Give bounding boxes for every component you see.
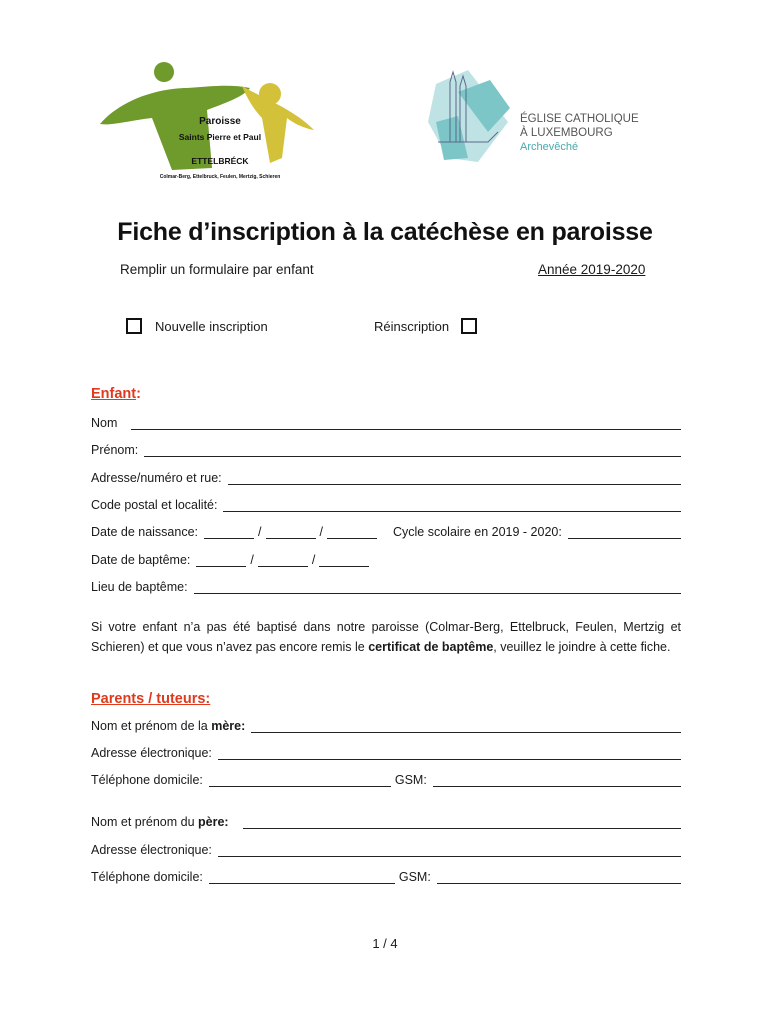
naissance-year-input[interactable] (327, 528, 377, 539)
cycle-label: Cycle scolaire en 2019 - 2020: (392, 525, 562, 539)
field-pere-email (91, 843, 681, 857)
parish-town: ETTELBRÉCK (191, 156, 249, 166)
baptism-note (91, 617, 681, 657)
prenom-input[interactable] (144, 446, 681, 457)
date-separator: / (250, 553, 254, 567)
date-naissance-label: Date de naissance: (91, 525, 199, 539)
mere-gsm-label: GSM: (394, 773, 427, 787)
parish-name: Paroisse (199, 116, 241, 127)
church-name-line3: Archevêché (520, 141, 579, 153)
mere-telephone-input[interactable] (209, 776, 391, 787)
field-mere (91, 719, 681, 733)
naissance-month-input[interactable] (266, 528, 316, 539)
bapteme-month-input[interactable] (258, 556, 308, 567)
field-code-postal (91, 498, 681, 512)
field-nom (91, 416, 681, 430)
lieu-bapteme-input[interactable] (194, 583, 681, 594)
page-title: Fiche d’inscription à la catéchèse en paroisse (117, 218, 653, 246)
prenom-label: Prénom: (91, 443, 139, 457)
school-year: Année 2019-2020 (538, 262, 646, 277)
naissance-day-input[interactable] (204, 528, 254, 539)
field-mere-email (91, 746, 681, 760)
mere-gsm-input[interactable] (433, 776, 681, 787)
note-text-1: Si votre enfant n’a pas été baptisé dans notre paroisse (Colmar-Berg, Ettelbruck, Feulen, Mertzig et Schieren) et que vous n’avez pas encore remis le (91, 620, 681, 654)
date-bapteme-label: Date de baptême: (91, 553, 191, 567)
pere-telephone-input[interactable] (209, 873, 395, 884)
section-enfant-title: Enfant (91, 386, 137, 402)
church-logo (398, 62, 658, 172)
pere-email-label: Adresse électronique: (91, 843, 212, 857)
mere-telephone-label: Téléphone domicile: (91, 773, 203, 787)
bapteme-day-input[interactable] (196, 556, 246, 567)
parish-saints: Saints Pierre et Paul (178, 132, 262, 142)
new-inscription-checkbox[interactable] (126, 318, 142, 334)
field-pere (91, 815, 681, 829)
field-prenom (91, 443, 681, 457)
page-number: 1 / 4 (372, 936, 398, 951)
adresse-input[interactable] (228, 474, 681, 485)
adresse-label: Adresse/numéro et rue: (91, 471, 222, 485)
pere-gsm-input[interactable] (437, 873, 681, 884)
lieu-bapteme-label: Lieu de baptême: (91, 580, 188, 594)
date-separator: / (319, 525, 323, 539)
nom-label: Nom (91, 416, 118, 430)
parish-logo (92, 58, 332, 183)
field-mere-telephone (91, 773, 681, 787)
mere-input[interactable] (251, 722, 681, 733)
note-text-2: , veuillez le joindre à cette fiche. (493, 640, 671, 654)
date-separator: / (258, 525, 262, 539)
parish-villages: Colmar-Berg, Ettelbruck, Feulen, Mertzig, Schieren (159, 174, 281, 180)
section-parents: Parents / tuteurs: (91, 691, 211, 707)
note-bold: certificat de baptême (368, 640, 494, 654)
field-date-naissance (91, 525, 681, 539)
pere-email-input[interactable] (218, 846, 681, 857)
field-date-bapteme (91, 553, 681, 567)
date-separator: / (311, 553, 316, 567)
code-postal-label: Code postal et localité: (91, 498, 218, 512)
pere-input[interactable] (243, 818, 681, 829)
mere-label: Nom et prénom de la mère: (91, 719, 246, 733)
pere-label: Nom et prénom du père: (91, 815, 229, 829)
field-lieu-bapteme (91, 580, 681, 594)
field-adresse (91, 471, 681, 485)
subtitle: Remplir un formulaire par enfant (120, 262, 314, 277)
bapteme-year-input[interactable] (319, 556, 369, 567)
field-pere-telephone (91, 870, 681, 884)
reinscription-label: Réinscription (374, 319, 450, 334)
mere-email-input[interactable] (218, 749, 681, 760)
church-name-line2: À LUXEMBOURG (520, 127, 613, 139)
code-postal-input[interactable] (223, 501, 681, 512)
church-name-line1: ÉGLISE CATHOLIQUE (520, 113, 639, 125)
section-enfant (91, 386, 141, 402)
section-enfant-colon: : (136, 386, 141, 402)
reinscription-checkbox[interactable] (461, 318, 477, 334)
cycle-input[interactable] (568, 528, 681, 539)
mere-email-label: Adresse électronique: (91, 746, 212, 760)
nom-input[interactable] (131, 419, 681, 430)
new-inscription-label: Nouvelle inscription (155, 319, 268, 334)
pere-gsm-label: GSM: (398, 870, 431, 884)
pere-telephone-label: Téléphone domicile: (91, 870, 203, 884)
